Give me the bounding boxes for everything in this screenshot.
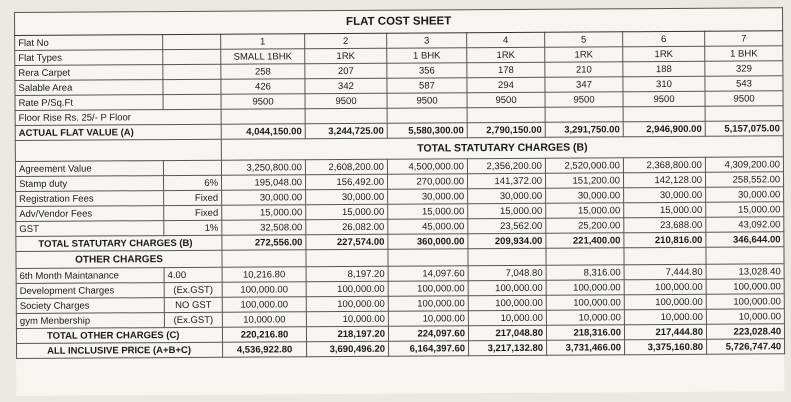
other-heading-spacer — [468, 248, 546, 265]
all-inclusive-cell: 3,731,466.00 — [547, 340, 625, 355]
development-cell: 100,000.00 — [388, 281, 468, 296]
floor-rise-cell — [387, 108, 467, 123]
salable-area-rate — [163, 79, 221, 94]
maintenance-cell: 7,444.80 — [624, 264, 706, 280]
all-inclusive-label: ALL INCLUSIVE PRICE (A+B+C) — [17, 342, 223, 358]
registration-fees-cell: 30,000.00 — [706, 187, 784, 202]
cost-sheet — [14, 7, 784, 396]
rate-rate — [163, 94, 221, 109]
flat-no-cell: 1 — [221, 34, 305, 50]
flat-types-rate — [163, 49, 221, 64]
development-rate: (Ex.GST) — [164, 282, 222, 297]
flat-type-cell: 1 BHK — [705, 46, 783, 61]
floor-rise-cell — [545, 107, 623, 122]
agreement-value-rate — [163, 160, 221, 175]
rera-carpet-cell: 329 — [705, 61, 783, 76]
flat-no-cell: 7 — [705, 31, 783, 46]
total-other-cell: 217,444.80 — [624, 324, 706, 340]
maintenance-rate: 4.00 — [164, 267, 222, 282]
rera-carpet-rate — [163, 64, 221, 79]
total-other-label: TOTAL OTHER CHARGES (C) — [16, 327, 222, 343]
registration-fees-cell: 30,000.00 — [624, 187, 706, 203]
adv-vendor-fees-cell: 15,000.00 — [624, 202, 706, 218]
registration-fees-cell: 30,000.00 — [388, 189, 468, 204]
development-cell: 100,000.00 — [468, 280, 546, 295]
gym-cell: 10,000.00 — [388, 311, 468, 326]
society-cell: 100,000.00 — [624, 294, 706, 310]
society-cell: 100,000.00 — [706, 294, 784, 309]
other-heading-spacer — [546, 248, 624, 265]
rera-carpet-cell: 207 — [305, 63, 387, 79]
gym-cell: 10,000.00 — [468, 310, 546, 325]
flat-no-label: Flat No — [15, 35, 163, 51]
actual-flat-value-cell: 2,790,150.00 — [467, 122, 545, 137]
stamp-duty-cell: 142,128.00 — [623, 172, 705, 188]
statutory-heading-spacer — [15, 139, 221, 161]
other-heading-spacer — [306, 249, 388, 267]
flat-no-cell: 2 — [305, 33, 387, 49]
gym-cell: 10,000.00 — [706, 309, 784, 324]
registration-fees-cell: 30,000.00 — [306, 189, 388, 205]
floor-rise-cell — [305, 108, 387, 124]
flat-no-cell: 3 — [387, 33, 467, 48]
society-cell: 100,000.00 — [546, 295, 624, 310]
stamp-duty-cell: 156,492.00 — [305, 174, 387, 190]
actual-flat-value-label: ACTUAL FLAT VALUE (A) — [15, 124, 221, 140]
development-cell: 100,000.00 — [624, 279, 706, 295]
stamp-duty-cell: 151,200.00 — [545, 173, 623, 188]
salable-area-cell: 310 — [623, 76, 705, 92]
adv-vendor-fees-cell: 15,000.00 — [306, 204, 388, 220]
gst-cell: 23,562.00 — [468, 218, 546, 233]
all-inclusive-cell: 3,375,160.80 — [625, 339, 707, 355]
other-heading-spacer — [388, 249, 468, 266]
development-cell: 100,000.00 — [546, 280, 624, 295]
other-heading-spacer — [222, 250, 306, 268]
flat-type-cell: SMALL 1BHK — [221, 49, 305, 65]
agreement-value-cell: 4,500,000.00 — [387, 159, 467, 174]
actual-flat-value-cell: 3,244,725.00 — [305, 123, 387, 139]
total-statutory-cell: 227,574.00 — [306, 234, 388, 250]
gst-cell: 32,508.00 — [222, 220, 306, 236]
maintenance-cell: 7,048.80 — [468, 265, 546, 280]
flat-no-cell: 6 — [623, 31, 705, 47]
sheet-title: FLAT COST SHEET — [15, 8, 783, 36]
gst-rate: 1% — [164, 220, 222, 235]
all-inclusive-cell: 3,217,132.80 — [469, 340, 547, 355]
rate-cell: 9500 — [705, 91, 783, 106]
gym-rate: (Ex.GST) — [164, 312, 222, 327]
actual-flat-value-cell: 4,044,150.00 — [221, 124, 305, 140]
rate-cell: 9500 — [545, 92, 623, 107]
stamp-duty-rate: 6% — [164, 175, 222, 190]
flat-type-cell: 1RK — [305, 48, 387, 64]
flat-type-cell: 1RK — [545, 47, 623, 62]
flat-type-cell: 1RK — [467, 47, 545, 62]
adv-vendor-fees-cell: 15,000.00 — [706, 202, 784, 217]
salable-area-cell: 347 — [545, 77, 623, 92]
stamp-duty-cell: 141,372.00 — [467, 173, 545, 188]
total-other-cell: 218,197.20 — [306, 326, 388, 342]
gst-cell: 43,092.00 — [706, 217, 784, 232]
development-label: Development Charges — [16, 283, 164, 299]
flat-type-cell: 1 BHK — [387, 48, 467, 63]
total-statutory-cell: 360,000.00 — [388, 234, 468, 249]
other-heading-spacer — [624, 247, 706, 265]
other-heading-spacer — [706, 247, 784, 264]
all-inclusive-cell: 4,536,922.80 — [223, 342, 307, 358]
rate-cell: 9500 — [305, 93, 387, 109]
actual-flat-value-cell: 2,946,900.00 — [623, 121, 705, 137]
adv-vendor-fees-rate: Fixed — [164, 205, 222, 220]
total-other-cell: 224,097.60 — [388, 326, 468, 341]
gst-cell: 23,688.00 — [624, 217, 706, 233]
maintenance-cell: 14,097.60 — [388, 266, 468, 281]
salable-area-cell: 587 — [387, 78, 467, 93]
salable-area-cell: 426 — [221, 79, 305, 95]
total-statutory-cell: 272,556.00 — [222, 235, 306, 251]
stamp-duty-cell: 195,048.00 — [222, 175, 306, 191]
maintenance-cell: 10,216.80 — [222, 267, 306, 283]
all-inclusive-cell: 3,690,496.20 — [307, 341, 389, 357]
society-cell: 100,000.00 — [388, 296, 468, 311]
development-cell: 100,000.00 — [306, 281, 388, 297]
floor-rise-label: Floor Rise Rs. 25/- P Floor — [15, 109, 221, 125]
registration-fees-rate: Fixed — [164, 190, 222, 205]
rate-cell: 9500 — [387, 93, 467, 108]
adv-vendor-fees-label: Adv/Vendor Fees — [16, 206, 164, 222]
stamp-duty-cell: 270,000.00 — [387, 174, 467, 189]
gym-cell: 10,000.00 — [546, 310, 624, 325]
gym-cell: 10,000.00 — [222, 312, 306, 328]
society-rate: NO GST — [164, 297, 222, 312]
maintenance-label: 6th Month Maintanance — [16, 268, 164, 284]
rera-carpet-cell: 188 — [623, 61, 705, 77]
total-other-cell: 223,028.40 — [706, 324, 784, 339]
total-statutory-label: TOTAL STATUTARY CHARGES (B) — [16, 235, 222, 251]
salable-area-cell: 543 — [705, 76, 783, 91]
gst-cell: 26,082.00 — [306, 219, 388, 235]
development-cell: 100,000.00 — [222, 282, 306, 298]
agreement-value-cell: 2,356,200.00 — [467, 158, 545, 173]
registration-fees-cell: 30,000.00 — [468, 188, 546, 203]
agreement-value-cell: 4,309,200.00 — [705, 157, 783, 172]
total-statutory-cell: 346,644.00 — [706, 232, 784, 247]
agreement-value-cell: 2,608,200.00 — [305, 159, 387, 175]
agreement-value-cell: 3,250,800.00 — [221, 160, 305, 176]
registration-fees-cell: 30,000.00 — [222, 190, 306, 206]
agreement-value-cell: 2,368,800.00 — [623, 157, 705, 173]
agreement-value-cell: 2,520,000.00 — [545, 158, 623, 173]
other-charges-heading: OTHER CHARGES — [16, 250, 222, 268]
gym-cell: 10,000.00 — [624, 309, 706, 325]
rera-carpet-cell: 210 — [545, 62, 623, 77]
society-cell: 100,000.00 — [306, 296, 388, 312]
rera-carpet-cell: 178 — [467, 62, 545, 77]
flat-cost-table — [14, 7, 785, 359]
registration-fees-label: Registration Fees — [16, 191, 164, 207]
gym-label: gym Menbership — [16, 313, 164, 329]
maintenance-cell: 13,028.40 — [706, 264, 784, 279]
floor-rise-cell — [623, 106, 705, 122]
flat-types-label: Flat Types — [15, 50, 163, 66]
total-statutory-cell: 209,934.00 — [468, 233, 546, 248]
society-cell: 100,000.00 — [468, 295, 546, 310]
maintenance-cell: 8,316.00 — [546, 265, 624, 280]
floor-rise-cell — [221, 109, 305, 125]
salable-area-label: Salable Area — [15, 80, 163, 96]
all-inclusive-cell: 6,164,397.60 — [389, 341, 469, 356]
salable-area-cell: 342 — [305, 78, 387, 94]
actual-flat-value-cell: 5,580,300.00 — [387, 123, 467, 138]
gym-cell: 10,000.00 — [306, 311, 388, 327]
salable-area-cell: 294 — [467, 77, 545, 92]
rate-label: Rate P/Sq.Ft — [15, 95, 163, 111]
total-other-cell: 218,316.00 — [546, 325, 624, 340]
rate-cell: 9500 — [221, 94, 305, 110]
rera-carpet-label: Rera Carpet — [15, 65, 163, 81]
total-other-cell: 220,216.80 — [222, 327, 306, 343]
maintenance-cell: 8,197.20 — [306, 266, 388, 282]
flat-type-cell: 1RK — [623, 46, 705, 62]
floor-rise-cell — [705, 106, 783, 121]
registration-fees-cell: 30,000.00 — [546, 188, 624, 203]
statutory-heading: TOTAL STATUTARY CHARGES (B) — [221, 136, 783, 160]
gst-cell: 25,200.00 — [546, 218, 624, 233]
development-cell: 100,000.00 — [706, 279, 784, 294]
total-other-cell: 217,048.80 — [468, 325, 546, 340]
gst-label: GST — [16, 221, 164, 237]
all-inclusive-cell: 5,726,747.40 — [707, 339, 785, 354]
rate-cell: 9500 — [467, 92, 545, 107]
stamp-duty-label: Stamp duty — [16, 176, 164, 192]
agreement-value-label: Agreement Value — [15, 161, 163, 177]
adv-vendor-fees-cell: 15,000.00 — [468, 203, 546, 218]
rate-cell: 9500 — [623, 91, 705, 107]
flat-no-cell: 4 — [467, 32, 545, 47]
actual-flat-value-cell: 5,157,075.00 — [705, 121, 783, 136]
stamp-duty-cell: 258,552.00 — [705, 172, 783, 187]
rera-carpet-cell: 356 — [387, 63, 467, 78]
adv-vendor-fees-cell: 15,000.00 — [222, 205, 306, 221]
total-statutory-cell: 221,400.00 — [546, 233, 624, 248]
floor-rise-cell — [467, 107, 545, 122]
total-statutory-cell: 210,816.00 — [624, 232, 706, 248]
flat-no-cell: 5 — [545, 32, 623, 47]
society-cell: 100,000.00 — [222, 297, 306, 313]
flat-no-rate — [163, 34, 221, 49]
actual-flat-value-cell: 3,291,750.00 — [545, 122, 623, 137]
gst-cell: 45,000.00 — [388, 219, 468, 234]
society-label: Society Charges — [16, 298, 164, 314]
adv-vendor-fees-cell: 15,000.00 — [546, 203, 624, 218]
adv-vendor-fees-cell: 15,000.00 — [388, 204, 468, 219]
rera-carpet-cell: 258 — [221, 64, 305, 80]
